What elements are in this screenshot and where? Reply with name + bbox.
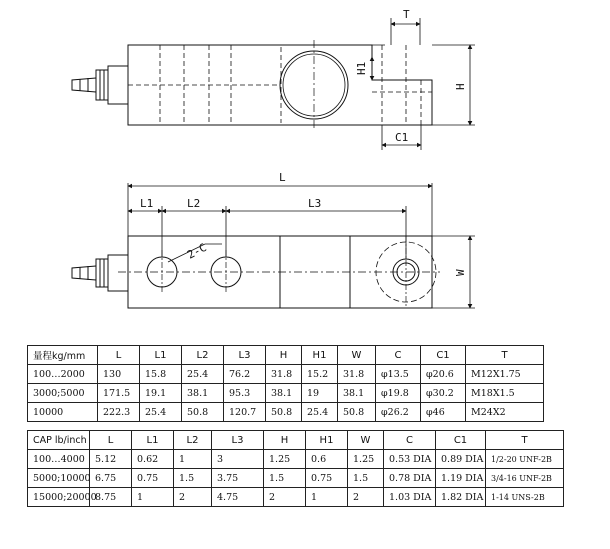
- table-cell: 1.5: [348, 469, 384, 488]
- table-cell: 25.4: [182, 365, 224, 384]
- table-cell: M24X2: [466, 403, 544, 422]
- table-cell: 1: [306, 488, 348, 507]
- table-cell: 1.5: [264, 469, 306, 488]
- table-cell: 1.25: [264, 450, 306, 469]
- table-cell: 0.75: [132, 469, 174, 488]
- table-cell: 3000;5000: [28, 384, 98, 403]
- table-cell: 2: [174, 488, 212, 507]
- header-cell: W: [338, 346, 376, 365]
- table-cell: 38.1: [338, 384, 376, 403]
- table-cell: 3/4-16 UNF-2B: [486, 469, 564, 488]
- table-cell: 38.1: [266, 384, 302, 403]
- table-cell: 130: [98, 365, 140, 384]
- table-row: [28, 469, 564, 488]
- dim-label-T: T: [403, 8, 410, 21]
- header-cell: CAP lb/inch: [28, 431, 90, 450]
- table-cell: 95.3: [224, 384, 266, 403]
- table-cell: 1: [132, 488, 174, 507]
- table-cell: 15000;20000: [28, 488, 90, 507]
- side-view: [72, 18, 475, 150]
- table-cell: 2: [348, 488, 384, 507]
- table-cell: 1.19 DIA: [436, 469, 486, 488]
- table-cell: 25.4: [302, 403, 338, 422]
- dim-label-L: L: [279, 171, 286, 184]
- table-cell: 50.8: [338, 403, 376, 422]
- header-cell: T: [466, 346, 544, 365]
- header-cell: L3: [212, 431, 264, 450]
- dim-label-W: W: [454, 269, 467, 276]
- dim-label-2C: 2-C: [185, 240, 209, 262]
- header-cell: L1: [140, 346, 182, 365]
- header-cell: L2: [182, 346, 224, 365]
- table-cell: 0.75: [306, 469, 348, 488]
- header-cell: H: [266, 346, 302, 365]
- table-cell: 0.89 DIA: [436, 450, 486, 469]
- table-cell: 100…4000: [28, 450, 90, 469]
- table-row: [28, 403, 544, 422]
- table-cell: 31.8: [338, 365, 376, 384]
- plan-view-cable-gland: [72, 255, 128, 291]
- table-cell: 5000;10000: [28, 469, 90, 488]
- table-cell: 38.1: [182, 384, 224, 403]
- table-cell: 1-14 UNS-2B: [486, 488, 564, 507]
- header-cell: T: [486, 431, 564, 450]
- dim-label-H: H: [454, 83, 467, 90]
- table-cell: 120.7: [224, 403, 266, 422]
- header-cell: C: [376, 346, 421, 365]
- table-cell: 0.53 DIA: [384, 450, 436, 469]
- table-row: [28, 450, 564, 469]
- metric-spec-table: [27, 345, 544, 422]
- table-cell: 1.5: [174, 469, 212, 488]
- table-cell: 1.03 DIA: [384, 488, 436, 507]
- table-cell: 3: [212, 450, 264, 469]
- header-cell: L2: [174, 431, 212, 450]
- table-cell: 19: [302, 384, 338, 403]
- dim-label-L2: L2: [187, 197, 201, 210]
- table-cell: φ20.6: [421, 365, 466, 384]
- dim-label-L1: L1: [140, 197, 154, 210]
- header-cell: H1: [302, 346, 338, 365]
- table-cell: 15.2: [302, 365, 338, 384]
- table-cell: φ30.2: [421, 384, 466, 403]
- plan-view: [72, 183, 475, 308]
- table-cell: 50.8: [182, 403, 224, 422]
- table-cell: 222.3: [98, 403, 140, 422]
- header-cell: W: [348, 431, 384, 450]
- table-cell: 100…2000: [28, 365, 98, 384]
- table-row: [28, 488, 564, 507]
- table-cell: 4.75: [212, 488, 264, 507]
- header-cell: H: [264, 431, 306, 450]
- side-view-cable-gland: [72, 66, 128, 104]
- table-cell: 10000: [28, 403, 98, 422]
- table-cell: φ13.5: [376, 365, 421, 384]
- header-cell: H1: [306, 431, 348, 450]
- dim-label-H1: H1: [355, 61, 368, 75]
- table-cell: 25.4: [140, 403, 182, 422]
- header-cell: L: [90, 431, 132, 450]
- table-row: [28, 365, 544, 384]
- header-cell: L: [98, 346, 140, 365]
- table-cell: 171.5: [98, 384, 140, 403]
- table-cell: 76.2: [224, 365, 266, 384]
- table-header-row: [28, 431, 564, 450]
- table-cell: 5.12: [90, 450, 132, 469]
- table-cell: φ46: [421, 403, 466, 422]
- dim-label-C1: C1: [395, 131, 409, 144]
- imperial-spec-table: [27, 430, 564, 507]
- table-cell: 1.82 DIA: [436, 488, 486, 507]
- header-cell: C1: [436, 431, 486, 450]
- table-cell: 0.62: [132, 450, 174, 469]
- table-cell: 3.75: [212, 469, 264, 488]
- table-cell: 1.25: [348, 450, 384, 469]
- table-cell: 8.75: [90, 488, 132, 507]
- table-cell: 1: [174, 450, 212, 469]
- header-cell: 量程kg/mm: [28, 346, 98, 365]
- table-cell: 6.75: [90, 469, 132, 488]
- table-cell: 15.8: [140, 365, 182, 384]
- table-cell: 0.78 DIA: [384, 469, 436, 488]
- table-row: [28, 384, 544, 403]
- table-cell: 2: [264, 488, 306, 507]
- table-cell: φ19.8: [376, 384, 421, 403]
- table-cell: 50.8: [266, 403, 302, 422]
- table-cell: 19.1: [140, 384, 182, 403]
- header-cell: L3: [224, 346, 266, 365]
- table-cell: M12X1.75: [466, 365, 544, 384]
- table-cell: 1/2-20 UNF-2B: [486, 450, 564, 469]
- table-cell: 31.8: [266, 365, 302, 384]
- header-cell: L1: [132, 431, 174, 450]
- table-cell: φ26.2: [376, 403, 421, 422]
- dim-label-L3: L3: [308, 197, 322, 210]
- table-cell: 0.6: [306, 450, 348, 469]
- table-cell: M18X1.5: [466, 384, 544, 403]
- table-header-row: [28, 346, 544, 365]
- header-cell: C1: [421, 346, 466, 365]
- header-cell: C: [384, 431, 436, 450]
